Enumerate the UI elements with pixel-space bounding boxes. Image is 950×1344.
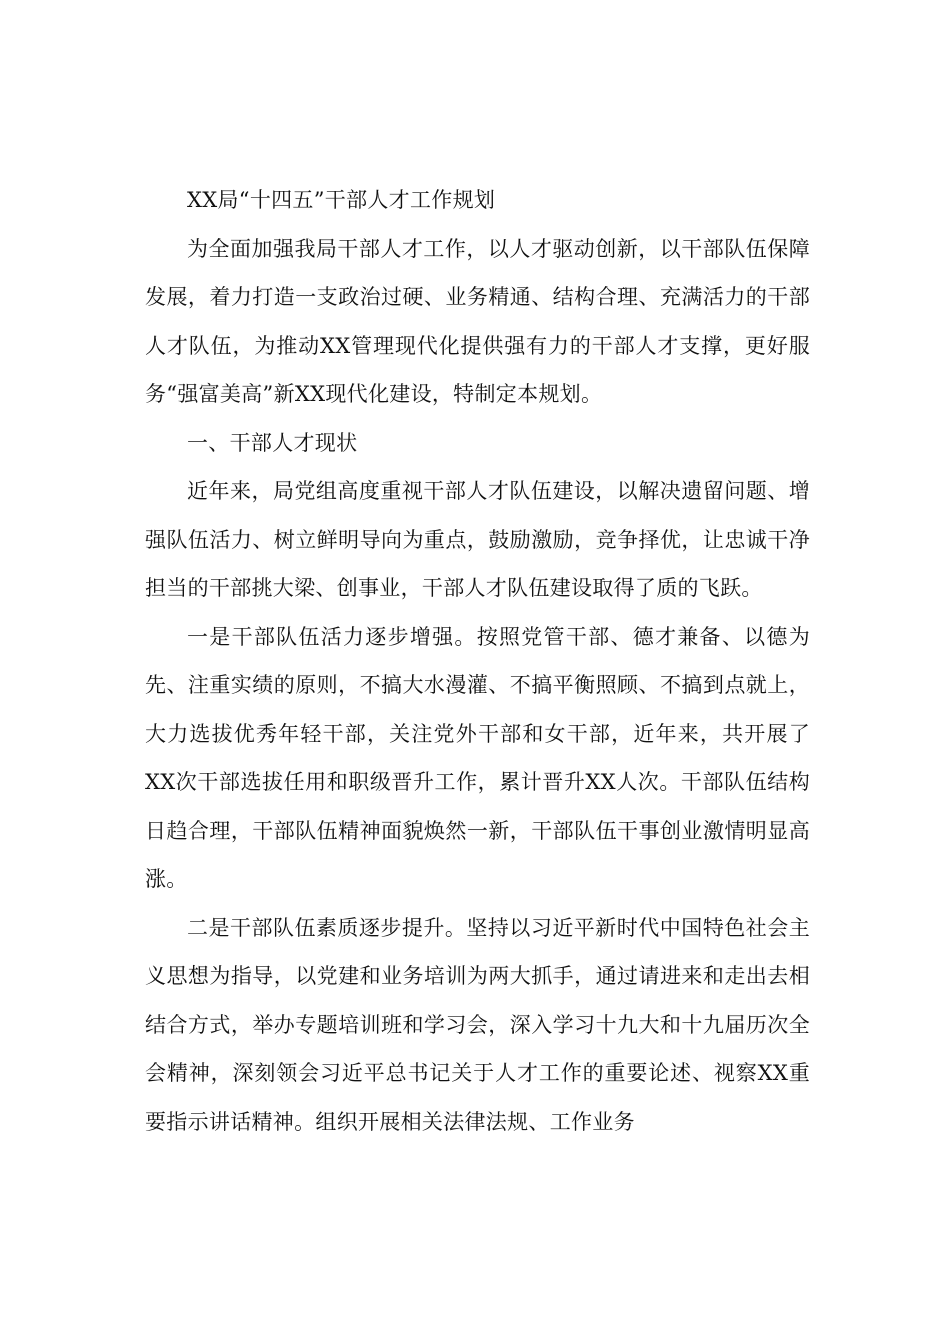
document-body	[145, 176, 810, 1146]
body-paragraph: 近年来，局党组高度重视干部人才队伍建设，以解决遗留问题、增强队伍活力、树立鲜明导向为重点，鼓励激励，竞争择优，让忠诚干净担当的干部挑大梁、创事业，干部人才队伍建设取得了质的飞跃。	[145, 479, 810, 600]
section-heading: 一、干部人才现状	[187, 430, 358, 455]
intro-paragraph: 为全面加强我局干部人才工作，以人才驱动创新，以干部队伍保障发展，着力打造一支政治过硬、业务精通、结构合理、充满活力的干部人才队伍，为推动XX管理现代化提供强有力的干部人才支撑，更好服务“强富美高”新XX现代化建设，特制定本规划。	[145, 236, 810, 406]
body-paragraph: 二是干部队伍素质逐步提升。坚持以习近平新时代中国特色社会主义思想为指导，以党建和业务培训为两大抓手，通过请进来和走出去相结合方式，举办专题培训班和学习会，深入学习十九大和十九届历次全会精神，深刻领会习近平总书记关于人才工作的重要论述、视察XX重要指示讲话精神。组织开展相关法律法规、工作业务	[145, 915, 810, 1134]
document-title: XX局“十四五”干部人才工作规划	[187, 188, 496, 212]
body-paragraph: 一是干部队伍活力逐步增强。按照党管干部、德才兼备、以德为先、注重实绩的原则，不搞大水漫灌、不搞平衡照顾、不搞到点就上，大力选拔优秀年轻干部，关注党外干部和女干部，近年来，共开展了XX次干部选拔任用和职级晋升工作，累计晋升XX人次。干部队伍结构日趋合理，干部队伍精神面貌焕然一新，干部队伍干事创业激情明显高涨。	[145, 624, 810, 891]
